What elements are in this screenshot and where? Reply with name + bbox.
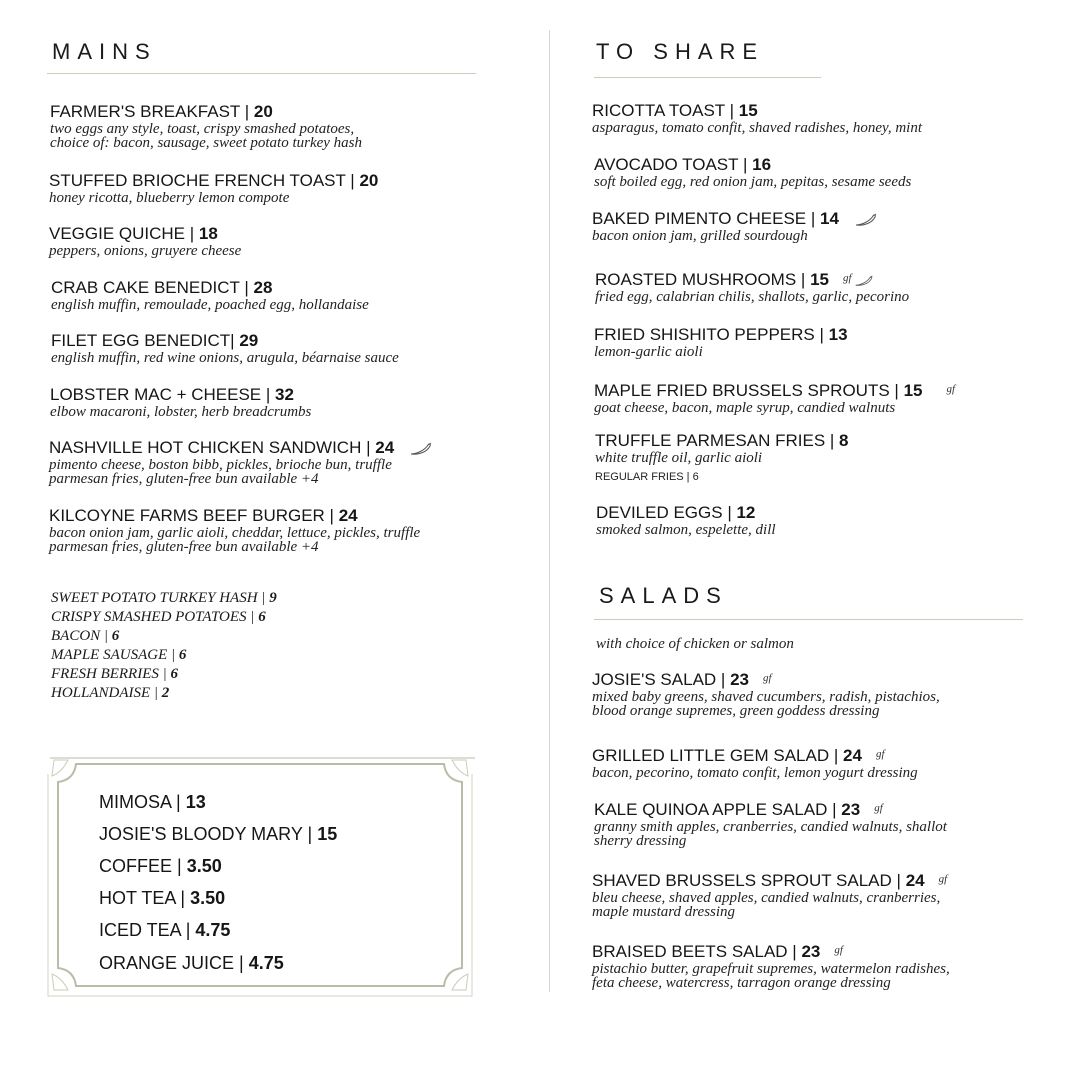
side-item: MAPLE SAUSAGE | 6	[51, 647, 187, 663]
menu-item: FILET EGG BENEDICT| 29 english muffin, red wine onions, arugula, béarnaise sauce	[51, 331, 399, 366]
menu-item: JOSIE'S SALAD | 23 $^{gf}$ mixed baby greens, shaved cucumbers, radish, pistachios, blood orange supremes, green goddess dressing	[592, 670, 940, 719]
side-item: HOLLANDAISE | 2	[51, 685, 170, 701]
menu-item: STUFFED BRIOCHE FRENCH TOAST | 20 honey ricotta, blueberry lemon compote	[49, 171, 379, 206]
menu-item: KILCOYNE FARMS BEEF BURGER | 24 bacon onion jam, garlic aioli, cheddar, lettuce, pickles, truffle parmesan fries, gluten-free bun available +4	[49, 506, 421, 555]
menu-item: DEVILED EGGS | 12 smoked salmon, espelette, dill	[596, 503, 776, 538]
drink-item: ICED TEA | 4.75	[99, 920, 231, 940]
menu-item: RICOTTA TOAST | 15 asparagus, tomato confit, shaved radishes, honey, mint	[592, 101, 922, 136]
menu-item: BAKED PIMENTO CHEESE | 14 bacon onion jam, grilled sourdough	[592, 209, 878, 243]
gluten-free-tag: gf	[842, 272, 852, 284]
menu-item: FRIED SHISHITO PEPPERS | 13 lemon-garlic aioli	[594, 325, 848, 360]
side-item: SWEET POTATO TURKEY HASH | 9	[51, 590, 277, 606]
menu-item: CRAB CAKE BENEDICT | 28 english muffin, remoulade, poached egg, hollandaise	[51, 278, 369, 313]
menu-item: ROASTED MUSHROOMS | 15 $^{gf}$ fried egg, calabrian chilis, shallots, garlic, pecorino	[595, 270, 910, 305]
salads-intro: with choice of chicken or salmon	[596, 636, 794, 652]
side-item: FRESH BERRIES | 6	[51, 666, 179, 682]
drink-item: ORANGE JUICE | 4.75	[99, 953, 284, 973]
gluten-free-tag: gf	[938, 873, 948, 885]
salads-heading: SALADS	[599, 583, 728, 608]
menu-item: MAPLE FRIED BRUSSELS SPROUTS | 15 $^{gf}$ goat cheese, bacon, maple syrup, candied walnuts	[594, 381, 956, 416]
gluten-free-tag: gf	[874, 802, 883, 814]
mains-heading-rule	[47, 73, 476, 74]
side-item: CRISPY SMASHED POTATOES | 6	[51, 609, 266, 625]
menu-item: GRILLED LITTLE GEM SALAD | 24 $^{gf}$ bacon, pecorino, tomato confit, lemon yogurt dressing	[592, 746, 918, 781]
menu-item: VEGGIE QUICHE | 18 peppers, onions, gruyere cheese	[49, 224, 242, 259]
mains-heading: MAINS	[52, 39, 157, 64]
menu-item: LOBSTER MAC + CHEESE | 32 elbow macaroni, lobster, herb breadcrumbs	[50, 385, 312, 420]
gluten-free-tag: gf	[946, 383, 956, 395]
menu-item: NASHVILLE HOT CHICKEN SANDWICH | 24 pimento cheese, boston bibb, pickles, brioche bun, truffle parmesan fries, gluten-free bun available +4	[49, 438, 433, 486]
menu-item: FARMER'S BREAKFAST | 20 two eggs any style, toast, crispy smashed potatoes, choice of: bacon, sausage, sweet potato turkey hash	[50, 102, 363, 151]
chili-pepper-icon	[854, 213, 878, 227]
gluten-free-tag: gf	[834, 944, 843, 956]
side-item: BACON | 6	[51, 628, 120, 644]
column-divider	[549, 30, 550, 992]
chili-pepper-icon	[409, 442, 433, 456]
menu-item: AVOCADO TOAST | 16 soft boiled egg, red onion jam, pepitas, sesame seeds	[594, 155, 912, 190]
menu-item: TRUFFLE PARMESAN FRIES | 8 white truffle oil, garlic aioli REGULAR FRIES | 6	[595, 431, 849, 483]
drink-item: JOSIE'S BLOODY MARY | 15	[99, 824, 338, 844]
salads-heading-rule	[594, 619, 1023, 620]
chili-pepper-icon	[854, 274, 874, 288]
drink-item: COFFEE | 3.50	[99, 856, 222, 876]
gluten-free-tag: gf	[875, 748, 885, 760]
to-share-heading-rule	[594, 77, 821, 78]
drink-item: MIMOSA | 13	[99, 792, 206, 812]
gluten-free-tag: gf	[762, 672, 772, 684]
menu-item: SHAVED BRUSSELS SPROUT SALAD | 24 $^{gf}$ bleu cheese, shaved apples, candied walnuts, cranberries, maple mustard dressing	[592, 871, 948, 920]
menu-item: KALE QUINOA APPLE SALAD | 23 $^{gf}$ granny smith apples, cranberries, candied walnuts, shallot sherry dressing	[594, 800, 947, 849]
drink-item: HOT TEA | 3.50	[99, 888, 226, 908]
to-share-heading: TO SHARE	[596, 39, 765, 64]
menu-item: BRAISED BEETS SALAD | 23 $^{gf}$ pistachio butter, grapefruit supremes, watermelon radishes, feta cheese, watercress, tarragon orange dressing	[592, 942, 950, 991]
